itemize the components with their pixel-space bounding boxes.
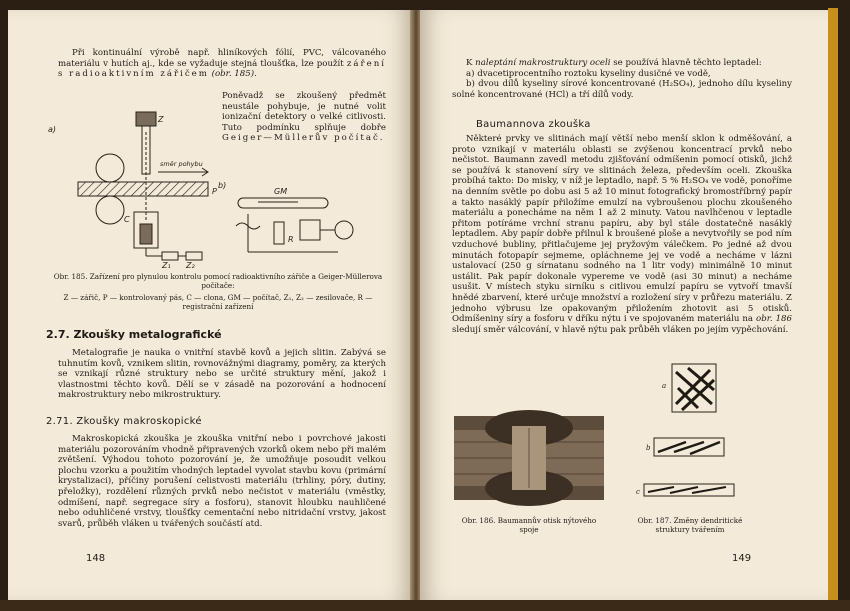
figure-186-rivet-print [454, 408, 604, 508]
figure-185-caption: Obr. 185. Zařízení pro plynulou kontrolu pomocí radioaktivního zářiče a Geiger-Müllerova počítače: Z — zářič, P — kontrolovaný pás, C — clona, GM — počítač, Z₁, Z₂ — zesilovače, R — registrační zařízení [53, 272, 383, 311]
baumann-text: Některé prvky ve slitinách mají větší nebo menší sklon k odměšování, a proto vznikají v materiálu oblasti se zvýšenou koncentrací prvků nebo nečistot. Baumann zavedl metodu zjišťování odmíšenin pomocí otisků, jichž se používá k stanovení síry ve slitinách železa, především oceli. Zkouška probíhá takto: Do misky, v níž je leptadlo, např. 5 % H₂SO₄ ve vodě, ponoříme na denním světle po dobu asi 5 až 10 minut fotografický bromostříbrný papír a takto nasáklý papír přiložíme emulzí na vybroušenou plochu zkoušeného materiálu a ponecháme na něm 1 až 2 minuty. Vatou navlhčenou v leptadle přitom potíráme vrchní stranu papíru, aby byl stále dostatečně nasáklý leptadlem. Aby papír dobře přilnul k broušené ploše a nevytvořily se pod ním vzduchové bubliny, přitlačujeme jej pryžovým válečkem. Po jedné až dvou minutách fotopapír sejmeme, opláchneme jej ve vodě a necháme v lázni ustalovací (250 g sírnatanu sodného na 1 litr vody) minimálně 10 minut ustálit. Pak papír dokonale vypereme ve vodě (asi 30 minut) a necháme usušit. V místech styku sirníku s citlivou emulzí papíru se vytvoří tmavší hnědé zbarvení, které určuje množství a rozložení síry v průřezu materiálu. Z jednoho výbrusu lze opakovaným přiložením zhotovit asi 5 otisků. Odmíšeniny síry a fosforu v dříku nýtu i ve spojovaném materiálu na obr. 186 sledují směr válcování, v hlavě nýtu pak průběh vláken po jejím vypěchování. [452, 134, 792, 335]
book-edge [828, 8, 838, 604]
table-surface [0, 600, 850, 611]
fig-label-p: P [212, 187, 217, 196]
section-27-title: 2.7. Zkoušky metalografické [46, 328, 222, 341]
baumann-title: Baumannova zkouška [476, 119, 591, 130]
left-page [8, 10, 412, 600]
fig-label-z1: Z₁ [162, 261, 171, 270]
section-271-text: Makroskopická zkouška je zkouška vnitřní nebo i povrchové jakosti materiálu pozorováním vhodně připravených vzorků okem nebo při malém zvětšení. Výhodou tohoto pozorování je, že umožňuje posoudit velkou plochu vzorku a použitím vhodných leptadel vyvolat stavbu kovu (primární krystalizaci), příčiny porušení celistvosti materiálu (trhliny, póry, dutiny, přeložky), rozdělení různých prvků nebo nečistot v materiálu (vměstky, odmíšení, např. segregace síry a fosforu), stanovit hloubku nauhličené nebo oduhličené vrstvy, tloušťky cementační nebo nitridační vrstvy, jakost svarů, průběh vláken u tvářených součástí atd. [58, 434, 386, 529]
fig-label-gm: GM [274, 187, 288, 196]
etchants-text: K naleptání makrostruktury oceli se používá hlavně těchto leptadel: a) dvacetiprocentního roztoku kyseliny dusičné ve vodě, b) dvou dílů kyseliny sírové koncentrované (H₂SO₄), jednoho dílu kyseliny solné koncentrované (HCl) a tří dílů vody. [452, 58, 792, 100]
intro-text: Při kontinuální výrobě např. hliníkových fólií, PVC, válcovaného materiálu v hutích aj., kde se vyžaduje stejná tloušťka, lze použít záření s radioaktivním zářičem (obr. 185). [58, 48, 387, 80]
fig-label-z: Z [158, 115, 164, 124]
fig-label-c: C [124, 215, 130, 224]
etchant-item-a: a) dvacetiprocentního roztoku kyseliny dusičné ve vodě, [466, 68, 711, 79]
figure-185-diagram [38, 102, 378, 270]
figure-187-dendrite-structures [626, 360, 746, 508]
section-271-title: 2.71. Zkoušky makroskopické [46, 416, 202, 427]
fig187-label-c: c [636, 488, 640, 496]
page-number-right: 149 [732, 553, 752, 564]
section-27-text: Metalografie je nauka o vnitřní stavbě kovů a jejich slitin. Zabývá se tuhnutím kovů, vznikem slitin, rovnovážnými diagramy, poměry, za kterých se vznikají různé struktury nebo se určité struktury mění, jakož i vlastnostmi těchto kovů. Dělí se v zásadě na pozorování a hodnocení makrostruktury nebo mikrostruktury. [58, 348, 386, 401]
right-page [420, 10, 828, 600]
fig-label-z2: Z₂ [186, 261, 195, 270]
intro-text-continued: Poněvadž se zkoušený předmět neustále pohybuje, je nutné volit ionizační detektory o velké citlivosti. Tuto podmínku splňuje dobře Geiger—Müllerův počítač. [222, 91, 386, 144]
fig187-label-b: b [646, 444, 651, 452]
fig-label-r: R [288, 235, 294, 244]
fig-label-direction: směr pohybu [160, 160, 203, 168]
fig-a-label: a) [48, 125, 57, 134]
figure-187-caption: Obr. 187. Změny dendritické struktury tvářením [637, 516, 743, 534]
fig187-label-a: a [662, 382, 667, 390]
page-number-left: 148 [86, 553, 106, 564]
figure-186-caption: Obr. 186. Baumannův otisk nýtového spoje [461, 516, 597, 534]
fig-b-label: b) [218, 181, 227, 190]
etchant-item-b: b) dvou dílů kyseliny sírové koncentrované (H₂SO₄), jednoho dílu kyseliny solné koncentrované (HCl) a tří dílů vody. [452, 79, 792, 100]
